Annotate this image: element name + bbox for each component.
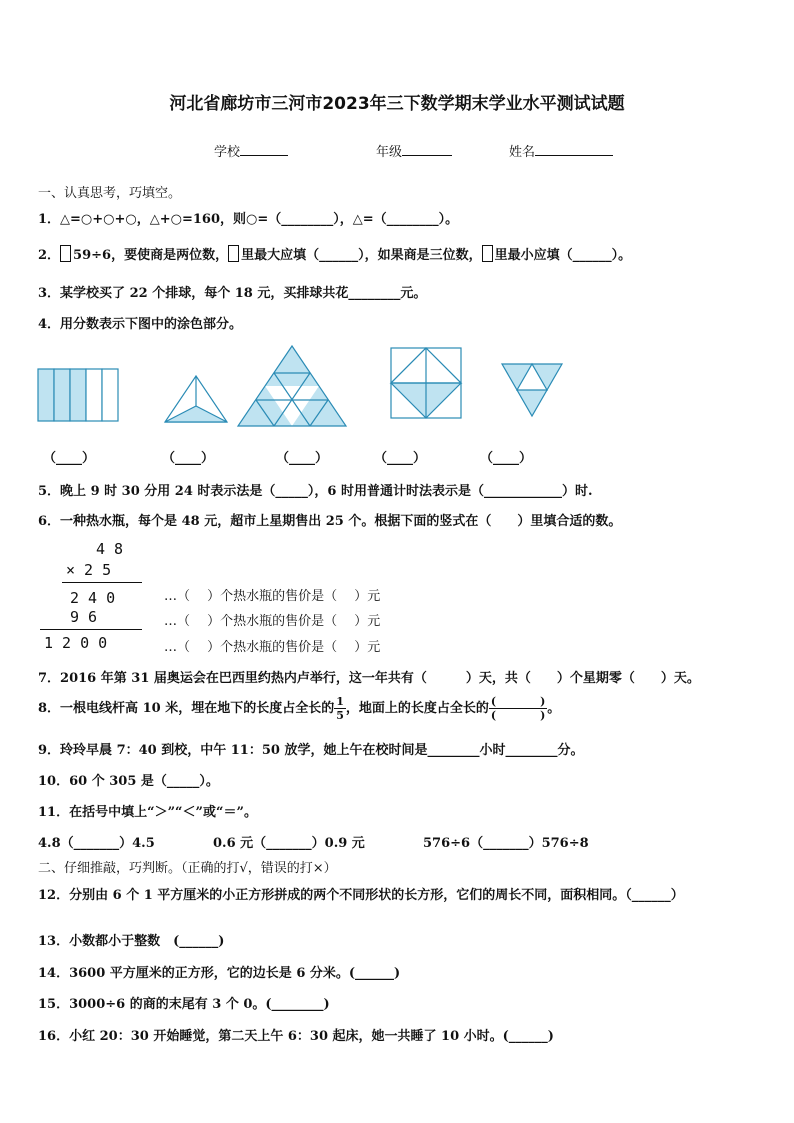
calc-note-3: …（ ）个热水瓶的售价是（ ）元 bbox=[164, 640, 381, 655]
question-8 bbox=[38, 695, 560, 722]
fraction-blank[interactable] bbox=[489, 695, 547, 722]
question-8-part-b: ，地面上的长度占全长的 bbox=[345, 701, 489, 716]
figure-square-diamond bbox=[391, 348, 461, 418]
name-blank[interactable] bbox=[535, 141, 613, 156]
figure-triangle-ninths bbox=[238, 346, 346, 426]
question-8-part-c: 。 bbox=[547, 701, 561, 716]
section-1-title: 一、认真思考，巧填空。 bbox=[38, 186, 182, 201]
question-2-part-c: 里最大应填（______），如果商是三位数， bbox=[241, 248, 482, 263]
name-field bbox=[509, 141, 613, 160]
compare-item-1: 4.8（_______）4.5 bbox=[38, 836, 155, 851]
question-4: 4．用分数表示下图中的涂色部分。 bbox=[38, 317, 243, 332]
compare-item-3: 576÷6（_______）576÷8 bbox=[423, 836, 589, 851]
digit-box bbox=[60, 245, 71, 262]
figure-inverted-triangle bbox=[502, 364, 562, 416]
fraction-one-fifth bbox=[334, 695, 346, 722]
calc-line-2 bbox=[40, 629, 142, 630]
fraction-figures bbox=[30, 340, 590, 435]
question-8-part-a: 8．一根电线杆高 10 米，埋在地下的长度占全长的 bbox=[38, 701, 335, 716]
calc-row-multiplicand: 4 8 bbox=[96, 540, 124, 558]
figure-5-answer[interactable]: （____） bbox=[480, 451, 533, 466]
calc-row-result: 1 2 0 0 bbox=[44, 634, 108, 652]
question-2-number: 2． bbox=[38, 248, 61, 263]
figure-rectangle-strips bbox=[38, 369, 118, 421]
question-15: 15．3000÷6 的商的末尾有 3 个 0。(________) bbox=[38, 997, 330, 1012]
calc-row-multiplier: × 2 5 bbox=[66, 561, 112, 579]
question-12: 12．分别由 6 个 1 平方厘米的小正方形拼成的两个不同形状的长方形，它们的周长不同，面积相同。（______） bbox=[38, 888, 684, 903]
question-3: 3．某学校买了 22 个排球，每个 18 元，买排球共花________元。 bbox=[38, 286, 427, 301]
grade-label: 年级 bbox=[376, 145, 403, 160]
question-2-part-b: 59÷6，要使商是两位数， bbox=[73, 248, 229, 263]
question-14: 14．3600 平方厘米的正方形，它的边长是 6 分米。(______) bbox=[38, 966, 401, 981]
question-16: 16．小红 20：30 开始睡觉，第二天上午 6：30 起床，她一共睡了 10 小时。(______) bbox=[38, 1029, 554, 1044]
digit-box bbox=[228, 245, 239, 262]
question-2-part-d: 里最小应填（______）。 bbox=[494, 248, 632, 263]
question-1: 1．△=○+○+○，△+○=160，则○=（________），△=（________）。 bbox=[38, 212, 459, 227]
question-6: 6．一种热水瓶，每个是 48 元，超市上星期售出 25 个。根据下面的竖式在（ ）里填合适的数。 bbox=[38, 514, 622, 529]
fraction-blank-denominator[interactable]: ( ) bbox=[490, 709, 546, 722]
calc-note-2: …（ ）个热水瓶的售价是（ ）元 bbox=[164, 614, 381, 629]
compare-item-2: 0.6 元（_______）0.9 元 bbox=[213, 836, 365, 851]
question-9: 9．玲玲早晨 7：40 到校，中午 11：50 放学，她上午在校时间是________小时________分。 bbox=[38, 743, 584, 758]
calc-row-partial-1: 2 4 0 bbox=[70, 589, 116, 607]
school-label: 学校 bbox=[214, 145, 241, 160]
figure-2-answer[interactable]: （____） bbox=[162, 451, 215, 466]
figure-1-answer[interactable]: （____） bbox=[43, 451, 96, 466]
figure-3-answer[interactable]: （____） bbox=[276, 451, 329, 466]
question-5: 5．晚上 9 时 30 分用 24 时表示法是（_____），6 时用普通计时法表示是（____________）时. bbox=[38, 484, 593, 499]
calc-note-1: …（ ）个热水瓶的售价是（ ）元 bbox=[164, 589, 381, 604]
grade-blank[interactable] bbox=[402, 141, 452, 156]
school-blank[interactable] bbox=[240, 141, 288, 156]
page-title: 河北省廊坊市三河市2023年三下数学期末学业水平测试试题 bbox=[169, 94, 625, 114]
name-label: 姓名 bbox=[509, 145, 536, 160]
question-2 bbox=[38, 244, 631, 263]
question-13: 13．小数都小于整数 (______) bbox=[38, 934, 225, 949]
calc-line-1 bbox=[62, 582, 142, 583]
figure-4-answer[interactable]: （____） bbox=[374, 451, 427, 466]
fraction-denominator: 5 bbox=[336, 709, 344, 722]
calc-row-partial-2: 9 6 bbox=[70, 608, 98, 626]
question-10: 10．60 个 305 是（_____）。 bbox=[38, 774, 219, 789]
section-2-title: 二、仔细推敲，巧判断。（正确的打√，错误的打×） bbox=[38, 861, 337, 876]
fraction-blank-numerator[interactable]: ( ) bbox=[490, 695, 546, 708]
question-7: 7．2016 年第 31 届奥运会在巴西里约热内卢举行，这一年共有（ ）天，共（ ）个星期零（ ）天。 bbox=[38, 671, 700, 686]
question-11: 11．在括号中填上“＞”“＜”或“＝”。 bbox=[38, 805, 257, 820]
school-field bbox=[214, 141, 288, 160]
fraction-numerator: 1 bbox=[336, 695, 344, 708]
digit-box bbox=[482, 245, 493, 262]
figure-triangle-thirds bbox=[165, 376, 227, 422]
grade-field bbox=[376, 141, 452, 160]
